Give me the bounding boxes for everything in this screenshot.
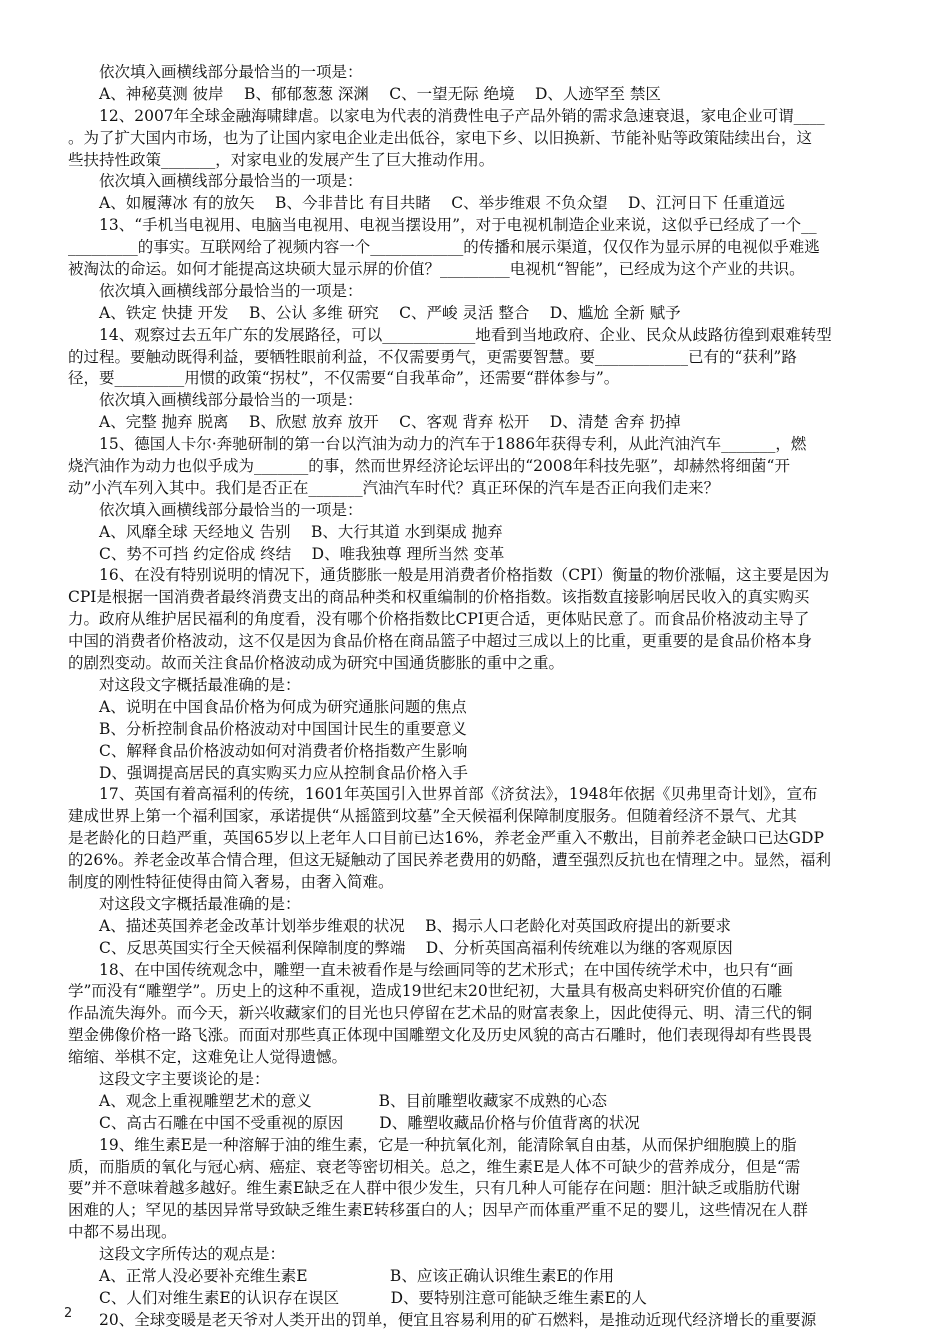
question-18-text: 塑金佛像价格一路飞涨。而面对那些真正体现中国雕塑文化及历史风貌的高古石雕时，他们表现得却有些畏畏 [68,1026,813,1045]
question-18-text: 作品流失海外。而今天，新兴收藏家们的目光也只停留在艺术品的财富表象上，因此使得元、明、清三代的铜 [68,1004,813,1023]
question-19-text: 质，而脂质的氧化与冠心病、癌症、衰老等密切相关。总之，维生素E是人体不可缺少的营养成分，但是“需 [68,1157,801,1176]
answer-options: A、铁定 快捷 开发 B、公认 多维 研究 C、严峻 灵活 整合 D、尴尬 全新 赋予 [99,303,681,322]
question-prompt: 对这段文字概括最准确的是： [99,894,301,913]
answer-options: A、描述英国养老金改革计划举步维艰的状况 B、揭示人口老龄化对英国政府提出的新要求 [99,916,732,935]
answer-option: D、强调提高居民的真实购买力应从控制食品价格入手 [99,763,468,782]
question-18-text: 缩缩、举棋不定，这难免让人觉得遗憾。 [68,1048,348,1067]
question-14-text: 径，要_________用惯的政策“拐杖”，不仅需要“自我革命”，还需要“群体参与”。 [68,369,620,388]
question-17-text: 是老龄化的日趋严重，英国65岁以上老年人口目前已达16%，养老金严重入不敷出，目前养老金缺口已达GDP [68,829,824,848]
question-18-text: 18、在中国传统观念中，雕塑一直未被看作是与绘画同等的艺术形式；在中国传统学术中，也只有“画 [99,960,794,979]
answer-options: C、高古石雕在中国不受重视的原因 D、雕塑收藏品价格与价值背离的状况 [99,1113,640,1132]
answer-options: A、神秘莫测 彼岸 B、郁郁葱葱 深渊 C、一望无际 绝境 D、人迹罕至 禁区 [99,84,661,103]
question-prompt: 依次填入画横线部分最恰当的一项是： [99,281,363,300]
question-15-text: 动”小汽车列入其中。我们是否正在_______汽油汽车时代？真正环保的汽车是否正向我们走来？ [68,478,720,497]
question-15-text: 烧汽油作为动力也似乎成为_______的事，然而世界经济论坛评出的“2008年科技先驱”，却赫然将细菌“开 [68,457,790,476]
question-prompt: 这段文字主要谈论的是： [99,1069,270,1088]
answer-options: A、正常人没必要补充维生素E B、应该正确认识维生素E的作用 [99,1266,615,1285]
answer-option: A、说明在中国食品价格为何成为研究通胀问题的焦点 [99,697,467,716]
question-12-text: 。为了扩大国内市场，也为了让国内家电企业走出低谷，家电下乡、以旧换新、节能补贴等政策陆续出台，这 [68,128,813,147]
answer-options: C、反思英国实行全天候福利保障制度的弊端 D、分析英国高福利传统难以为继的客观原因 [99,938,733,957]
question-prompt: 依次填入画横线部分最恰当的一项是： [99,172,363,191]
question-12-text: 12、2007年全球金融海啸肆虐。以家电为代表的消费性电子产品外销的需求急速衰退，家电企业可谓____ [99,106,825,125]
question-19-text: 要”并不意味着越多越好。维生素E缺乏在人群中很少发生，只有几种人可能存在问题：胆汁缺乏或脂肪代谢 [68,1179,801,1198]
answer-options: A、如履薄冰 有的放矢 B、今非昔比 有目共睹 C、举步维艰 不负众望 D、江河日下 任重道远 [99,194,785,213]
question-prompt: 对这段文字概括最准确的是： [99,675,301,694]
answer-options: A、风靡全球 天经地义 告别 B、大行其道 水到渠成 抛弃 [99,522,503,541]
question-13-text: 13、“手机当电视用、电脑当电视用、电视当摆设用”，对于电视机制造企业来说，这似乎已经成了一个__ [99,216,817,235]
question-12-text: 些扶持性政策_______，对家电业的发展产生了巨大推动作用。 [68,150,495,169]
question-17-text: 17、英国有着高福利的传统，1601年英国引入世界首部《济贫法》，1948年依据《贝弗里奇计划》，宣布 [99,785,818,804]
question-19-text: 中都不易出现。 [68,1223,177,1242]
answer-options: C、人们对维生素E的认识存在误区 D、要特别注意可能缺乏维生素E的人 [99,1288,647,1307]
document-body [68,62,886,1332]
question-13-text: _________的事实。互联网给了视频内容一个____________的传播和展示渠道，仅仅作为显示屏的电视似乎难逃 [68,238,820,257]
question-16-text: 的剧烈变动。故而关注食品价格波动成为研究中国通货膨胀的重中之重。 [68,654,565,673]
answer-options: A、完整 抛弃 脱离 B、欣慰 放弃 放开 C、客观 背弃 松开 D、清楚 舍弃 扔掉 [99,413,681,432]
question-19-text: 困难的人；罕见的基因异常导致缺乏维生素E转移蛋白的人；因早产而体重严重不足的婴儿，这些情况在人群 [68,1201,808,1220]
answer-options: C、势不可挡 约定俗成 终结 D、唯我独尊 理所当然 变革 [99,544,505,563]
question-16-text: 力。政府从维护居民福利的角度看，没有哪个价格指数比CPI更合适，更体贴民意了。而食品价格波动主导了 [68,610,810,629]
question-16-text: 中国的消费者价格波动，这不仅是因为食品价格在商品篮子中超过三成以上的比重，更重要的是食品价格本身 [68,632,813,651]
question-16-text: CPI是根据一国消费者最终消费支出的商品种类和权重编制的价格指数。该指数直接影响居民收入的真实购买 [68,588,810,607]
question-16-text: 16、在没有特别说明的情况下，通货膨胀一般是用消费者价格指数（CPI）衡量的物价涨幅，这主要是因为 [99,566,830,585]
question-prompt: 依次填入画横线部分最恰当的一项是： [99,500,363,519]
question-19-text: 19、维生素E是一种溶解于油的维生素，它是一种抗氧化剂，能清除氧自由基，从而保护细胞膜上的脂 [99,1135,797,1154]
question-14-text: 14、观察过去五年广东的发展路径，可以____________地看到当地政府、企业、民众从歧路彷徨到艰难转型 [99,325,832,344]
answer-options: A、观念上重视雕塑艺术的意义 B、目前雕塑收藏家不成熟的心态 [99,1091,608,1110]
question-17-text: 制度的刚性特征使得由简入奢易，由奢入简难。 [68,872,394,891]
question-13-text: 被淘汰的命运。如何才能提高这块硕大显示屏的价值？_________电视机“智能”，已经成为这个产业的共识。 [68,260,805,279]
question-17-text: 的26%。养老金改革合情合理，但这无疑触动了国民养老费用的奶酪，遭至强烈反抗也在情理之中。显然，福利 [68,851,831,870]
answer-option: C、解释食品价格波动如何对消费者价格指数产生影响 [99,741,468,760]
question-17-text: 建成世界上第一个福利国家，承诺提供“从摇篮到坟墓”全天候福利保障制度服务。但随着经济不景气、尤其 [68,807,797,826]
question-prompt: 依次填入画横线部分最恰当的一项是： [99,63,363,81]
question-prompt: 依次填入画横线部分最恰当的一项是： [99,391,363,410]
page-number: 2 [64,1306,73,1321]
question-20-text: 20、全球变暖是老天爷对人类开出的罚单，便宜且容易利用的矿石燃料，是推动近现代经济增长的重要源 [99,1310,817,1329]
question-15-text: 15、德国人卡尔·奔驰研制的第一台以汽油为动力的汽车于1886年获得专利，从此汽油汽车_______，燃 [99,435,807,454]
question-18-text: 学”而没有“雕塑学”。历史上的这种不重视，造成19世纪末20世纪初，大量具有极高史料研究价值的石雕 [68,982,783,1001]
question-14-text: 的过程。要触动既得利益，要牺牲眼前利益，不仅需要勇气，更需要智慧。要____________已有的“获利”路 [68,347,797,366]
question-prompt: 这段文字所传达的观点是： [99,1245,286,1264]
answer-option: B、分析控制食品价格波动对中国国计民生的重要意义 [99,719,467,738]
